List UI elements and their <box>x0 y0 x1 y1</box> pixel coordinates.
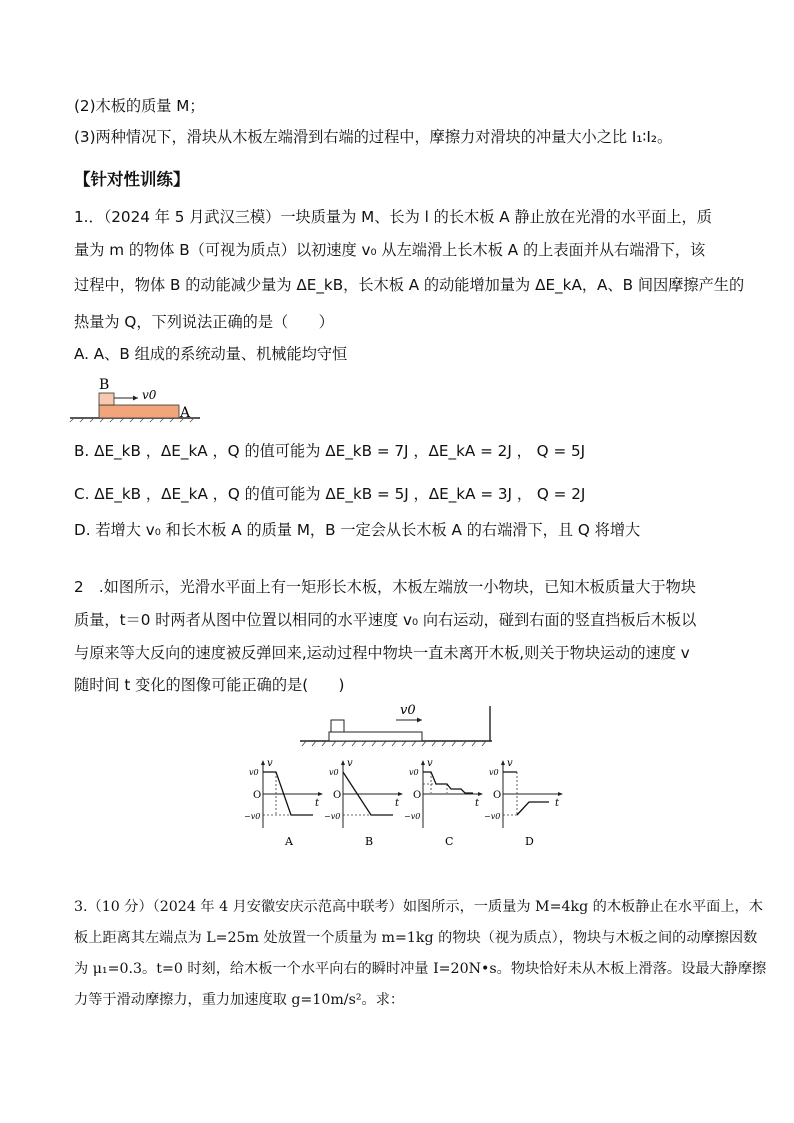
q1-figure <box>70 372 210 422</box>
axis-label-v: v <box>507 758 513 769</box>
board <box>329 732 422 741</box>
q2-main-figure <box>298 700 500 750</box>
tick-label-v0: v0 <box>489 768 499 777</box>
q1-stem-line-4: 热量为 Q，下列说法正确的是（ ） <box>74 313 334 331</box>
origin-label: O <box>413 790 422 801</box>
q2-stem-line-1: 2 .如图所示，光滑水平面上有一矩形长木板，木板左端放一小物块，已知木板质量大于物块 <box>74 578 696 596</box>
subquestion-3: (3)两种情况下，滑块从木板左端滑到右端的过程中，摩擦力对滑块的冲量大小之比 I₁∶I₂。 <box>74 128 673 146</box>
graph-option-label: C <box>445 835 454 848</box>
board-a <box>99 405 179 418</box>
label-b: B <box>99 377 110 393</box>
q3-stem-line-1: 3.（10 分）（2024 年 4 月安徽安庆示范高中联考）如图所示，一质量为 M=4kg 的木板静止在水平面上，木 <box>74 899 763 915</box>
vt-graph-d <box>484 758 563 848</box>
vt-graph-b <box>324 758 403 848</box>
graph-option-label: D <box>525 835 534 848</box>
tick-label-neg-v0: −v0 <box>484 812 501 821</box>
q2-stem-line-3: 与原来等大反向的速度被反弹回来,运动过程中物块一直未离开木板,则关于物块运动的速度 v <box>74 644 690 662</box>
q3-stem-line-3: 为 μ₁=0.3。t=0 时刻，给木板一个水平向右的瞬时冲量 I=20N•s。物块恰好未从木板上滑落。设最大静摩擦 <box>74 961 767 977</box>
section-title: 【针对性训练】 <box>74 170 190 189</box>
tick-label-neg-v0: −v0 <box>404 812 421 821</box>
axis-label-t: t <box>555 798 560 809</box>
subquestion-2: (2)木板的质量 M； <box>74 97 205 115</box>
block-b <box>99 393 114 405</box>
origin-label: O <box>493 790 502 801</box>
q1-option-a: A. A、B 组成的系统动量、机械能均守恒 <box>74 345 348 363</box>
origin-label: O <box>333 790 342 801</box>
tick-label-v0: v0 <box>329 768 339 777</box>
q3-stem-line-2: 板上距离其左端点为 L=25m 处放置一个质量为 m=1kg 的物块（视为质点），物块与木板之间的动摩擦因数 <box>74 930 758 946</box>
label-v0: v0 <box>142 388 157 402</box>
axis-label-v: v <box>427 758 433 769</box>
q1-option-c: C. ΔE_kB ，ΔE_kA ，Q 的值可能为 ΔE_kB = 5J ，ΔE_kA = 3J ， Q = 2J <box>74 485 586 503</box>
q1-option-b: B. ΔE_kB ，ΔE_kA ，Q 的值可能为 ΔE_kB = 7J ，ΔE_kA = 2J ， Q = 5J <box>74 442 586 460</box>
q1-option-d: D. 若增大 v₀ 和长木板 A 的质量 M，B 一定会从长木板 A 的右端滑下，且 Q 将增大 <box>74 521 641 539</box>
tick-label-neg-v0: −v0 <box>244 812 261 821</box>
label-v0: v0 <box>400 703 416 718</box>
axis-label-t: t <box>315 798 320 809</box>
tick-label-v0: v0 <box>409 768 419 777</box>
tick-label-neg-v0: −v0 <box>324 812 341 821</box>
axis-label-v: v <box>267 758 273 769</box>
vt-graph-c <box>404 758 483 848</box>
q1-stem-line-3: 过程中，物体 B 的动能减少量为 ΔE_kB，长木板 A 的动能增加量为 ΔE_kA，A、B 间因摩擦产生的 <box>74 276 745 294</box>
q1-stem-line-1: 1.．（2024 年 5 月武汉三模）一块质量为 M、长为 l 的长木板 A 静止放在光滑的水平面上，质 <box>74 208 712 226</box>
q2-stem-line-2: 质量，t＝0 时两者从图中位置以相同的水平速度 v₀ 向右运动，碰到右面的竖直挡板后木板以 <box>74 611 697 629</box>
axis-label-t: t <box>395 798 400 809</box>
small-block <box>331 720 344 732</box>
q1-stem-line-2: 量为 m 的物体 B（可视为质点）以初速度 v₀ 从左端滑上长木板 A 的上表面并从右端滑下，该 <box>74 241 706 259</box>
vt-graph-a <box>244 758 323 848</box>
origin-label: O <box>253 790 262 801</box>
q2-vt-graphs <box>243 758 560 853</box>
graph-option-label: B <box>365 835 374 848</box>
label-a: A <box>180 405 191 421</box>
vt-curve <box>423 772 473 793</box>
graph-option-label: A <box>285 835 293 848</box>
q2-stem-line-4: 随时间 t 变化的图像可能正确的是( ) <box>74 676 345 694</box>
axis-label-v: v <box>347 758 353 769</box>
tick-label-v0: v0 <box>249 768 259 777</box>
q3-stem-line-4: 力等于滑动摩擦力，重力加速度取 g=10m/s²。求： <box>74 992 405 1008</box>
axis-label-t: t <box>475 798 480 809</box>
